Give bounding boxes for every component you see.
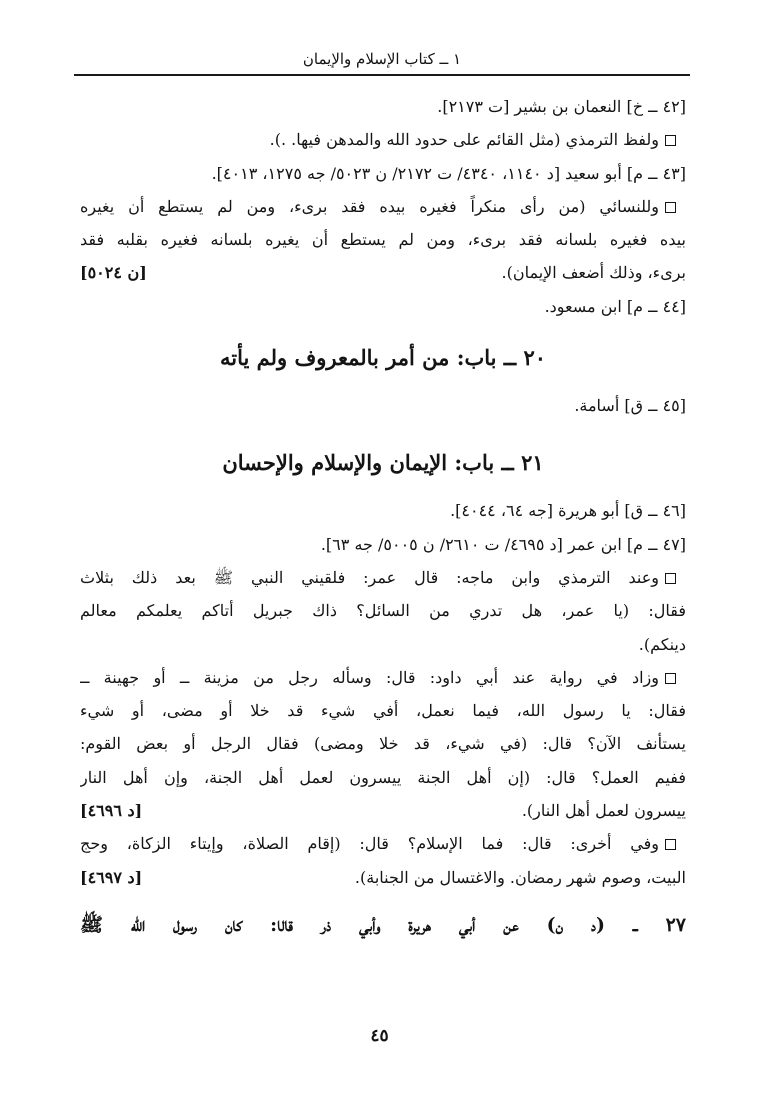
- note-3-text-2: البيت، وصوم شهر رمضان. والاغتسال من الجنابة).: [354, 867, 686, 887]
- reference-ref: [د ٤٦٩٦]: [80, 801, 143, 821]
- running-header: ١ ــ كتاب الإسلام والإيمان: [74, 44, 690, 76]
- note-2-line-5: [80, 794, 686, 827]
- note-1-line-1: [80, 561, 686, 594]
- entry-43-note-line-2: بيده فغيره بلسانه فقد برىء، ومن لم يستطع أن يغيره بلسانه فغيره بقلبه فقد: [80, 230, 686, 250]
- note-2-line-3: يستأنف الآن؟ قال: (في شيء، قد خلا ومضى) فقال الرجل أو بعض القوم:: [80, 734, 686, 754]
- note-1-text-1: وعند الترمذي وابن ماجه: قال عمر: فلقيني النبي ﷺ بعد ذلك بثلاث: [80, 567, 659, 587]
- square-bullet-icon: [665, 573, 676, 584]
- note-2-line-1: [80, 661, 686, 694]
- chapter-heading-21: ٢١ ــ باب: الإيمان والإسلام والإحسان: [222, 450, 544, 476]
- note-3-text-1: وفي أخرى: قال: فما الإسلام؟ قال: (إقام الصلاة، وإيتاء الزكاة، وحج: [80, 834, 659, 854]
- entry-43-note-line-3: [80, 256, 686, 289]
- chapter-heading-20: ٢٠ ــ باب: من أمر بالمعروف ولم يأته: [220, 345, 546, 371]
- note-3-line-2: [80, 861, 686, 894]
- note-2-text-5: ييسرون لعمل أهل النار).: [521, 801, 686, 821]
- note-2-line-2: فقال: يا رسول الله، فيما نعمل، أفي شيء قد خلا أو مضى، أو شيء: [80, 701, 686, 721]
- reference-ref: [ن ٥٠٢٤]: [80, 263, 147, 283]
- square-bullet-icon: [665, 135, 676, 146]
- note-2-text-1: وزاد في رواية عند أبي داود: قال: وسأله رجل من مزينة ــ أو جهينة ــ: [80, 667, 659, 687]
- entry-44: [٤٤ ــ م] ابن مسعود.: [544, 296, 686, 316]
- entry-42: [٤٢ ــ خ] النعمان بن بشير [ت ٢١٧٣].: [437, 97, 686, 116]
- note-1-line-2: فقال: (يا عمر، هل تدري من السائل؟ ذاك جبريل أتاكم يعلمكم معالم: [80, 601, 686, 621]
- square-bullet-icon: [665, 202, 676, 213]
- entry-46: [٤٦ ــ ق] أبو هريرة [جه ٦٤، ٤٠٤٤].: [450, 501, 686, 521]
- entry-42-note-text: ولفظ الترمذي (مثل القائم على حدود الله والمدهن فيها. .).: [269, 130, 659, 150]
- entry-43-note-line-1: [80, 190, 686, 223]
- entry-43: [٤٣ ــ م] أبو سعيد [د ١١٤٠، ٤٣٤٠/ ت ٢١٧٢/ ن ٥٠٢٣/ جه ١٢٧٥، ٤٠١٣].: [211, 163, 686, 183]
- entry-47: [٤٧ ــ م] ابن عمر [د ٤٦٩٥/ ت ٢٦١٠/ ن ٥٠٠٥/ جه ٦٣].: [320, 534, 686, 554]
- entry-43-note-text-1: وللنسائي (من رأى منكراً فغيره بيده فقد برىء، ومن لم يستطع أن يغيره: [80, 196, 659, 216]
- note-3-line-1: [80, 827, 686, 860]
- page-content: [80, 90, 686, 946]
- reference-ref: [د ٤٦٩٧]: [80, 867, 143, 887]
- entry-45: [٤٥ ــ ق] أسامة.: [574, 396, 686, 416]
- page-number: ٤٥: [370, 1026, 389, 1046]
- note-2-line-4: ففيم العمل؟ قال: (إن أهل الجنة ييسرون لعمل أهل الجنة، وإن أهل النار: [80, 767, 686, 787]
- hadith-27-opening: ٢٧ ــ (د ن) عن أبي هريرة وأبي ذر قالا: كان رسول الله ﷺ: [80, 913, 686, 936]
- note-1-line-3: دينكم).: [638, 634, 686, 654]
- entry-43-note-text-3: برىء، وذلك أضعف الإيمان).: [501, 263, 686, 283]
- square-bullet-icon: [665, 839, 676, 850]
- entry-42-note: [80, 123, 686, 156]
- square-bullet-icon: [665, 673, 676, 684]
